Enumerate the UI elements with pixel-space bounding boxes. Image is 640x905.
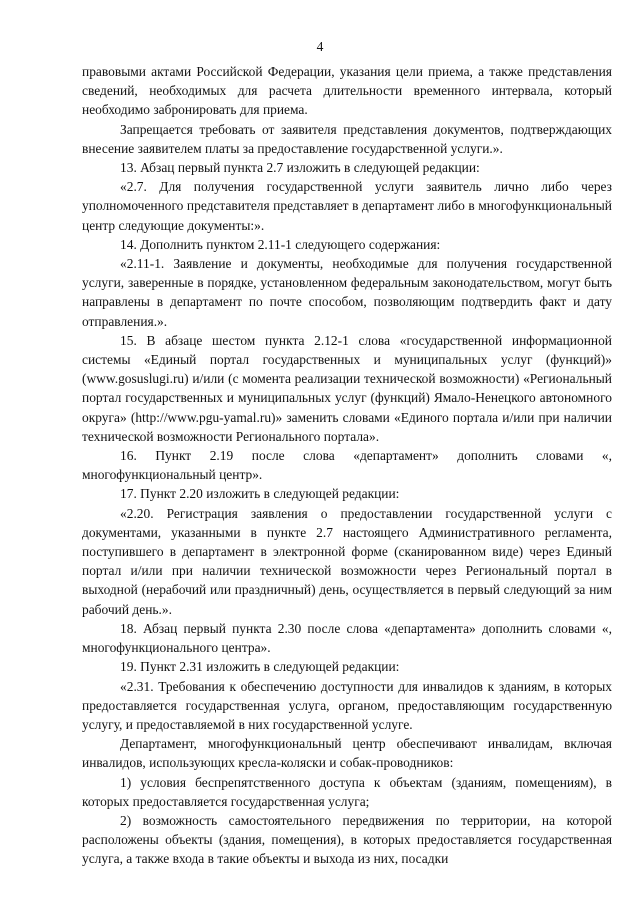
paragraph-item-18: 18. Абзац первый пункта 2.30 после слова «департамента» дополнить словами «, многофункционального центра». [82, 620, 612, 656]
paragraph-item-14: 14. Дополнить пунктом 2.11-1 следующего содержания: [120, 236, 441, 252]
paragraph-quote-2-31: «2.31. Требования к обеспечению доступности для инвалидов к зданиям, в которых предоставляется государственная услуга, органом, предоставляющим государственную услугу, и предоставляемой в них государственной услуге. [82, 678, 612, 732]
paragraph-quote-2-7: «2.7. Для получения государственной услуги заявитель лично либо через уполномоченного представителя представляет в департамент либо в многофункциональный центр следующие документы:». [82, 179, 612, 233]
paragraph-item-15: 15. В абзаце шестом пункта 2.12-1 слова «государственной информационной системы «Единый портал государственных и муниципальных услуг (функций)» (www.gosuslugi.ru) и/или (с момента реализации технической возможности) «Региональный портал государственных и муниципальных услуг (функций) Ямало-Ненецкого автономного округа» (http://www.pgu-yamal.ru)» заменить словами «Единого портала и/или при наличии технической возможности Регионального портала». [82, 332, 612, 444]
paragraph-item-17: 17. Пункт 2.20 изложить в следующей редакции: [120, 486, 400, 502]
paragraph-item-13: 13. Абзац первый пункта 2.7 изложить в следующей редакции: [120, 160, 480, 176]
paragraph: Департамент, многофункциональный центр обеспечивают инвалидам, включая инвалидов, использующих кресла-коляски и собак-проводников: [82, 736, 612, 771]
list-item: 2) возможность самостоятельного передвижения по территории, на которой расположены объекты (здания, помещения), в которых предоставляется государственная услуга, а также входа в такие объекты и выхода из них, посадки [82, 812, 612, 867]
paragraph-quote-2-20: «2.20. Регистрация заявления о предоставлении государственной услуги с документами, указанными в пункте 2.7 настоящего Административного регламента, поступившего в департамент в электронной форме (сканированном виде) через Единый портал и/или при наличии технической возможности через Региональный портал в выходной (нерабочий или праздничный) день, осуществляется в первый следующий за ним рабочий день.». [82, 505, 612, 617]
document-body [82, 62, 612, 869]
paragraph-continuation: правовыми актами Российской Федерации, указания цели приема, а также представления сведений, необходимых для расчета длительности временного интервала, который необходимо забронировать для приема. [82, 64, 612, 118]
list-item: 1) условия беспрепятственного доступа к объектам (зданиям, помещениям), в которых предоставляется государственная услуга; [82, 774, 612, 809]
paragraph: Запрещается требовать от заявителя представления документов, подтверждающих внесение заявителем платы за предоставление государственной услуги.». [82, 121, 612, 156]
paragraph-item-16: 16. Пункт 2.19 после слова «департамент» дополнить словами «, многофункциональный центр». [82, 448, 612, 483]
page-number: 4 [316, 39, 324, 54]
paragraph-quote-2-11-1: «2.11-1. Заявление и документы, необходимые для получения государственной услуги, заверенные в порядке, установленном федеральным законодательством, могут быть направлены в департамент по почте способом, позволяющим подтвердить факт и дату отправления.». [82, 256, 612, 329]
paragraph-item-19: 19. Пункт 2.31 изложить в следующей редакции: [120, 659, 400, 675]
